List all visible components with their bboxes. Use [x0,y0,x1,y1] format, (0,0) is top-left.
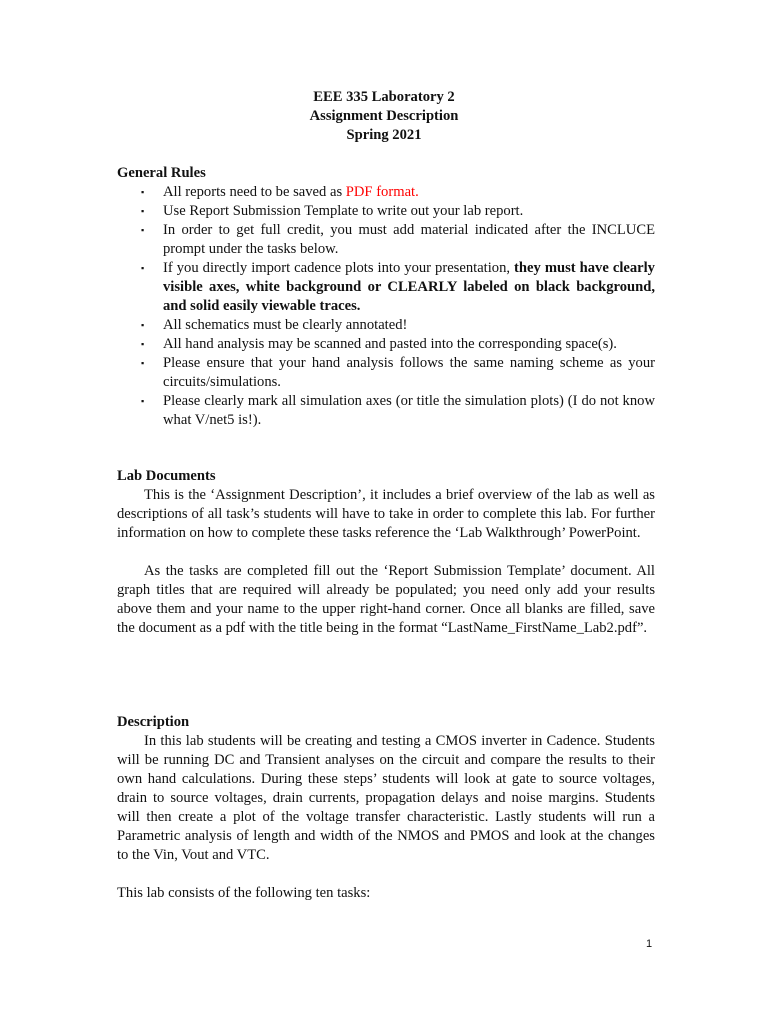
rules-list [117,183,655,430]
list-item [117,202,655,221]
bullet-icon: ▪ [141,225,145,235]
description-paragraph-2: This lab consists of the following ten tasks: [117,885,371,901]
lab-documents-heading: Lab Documents [117,468,216,484]
list-item [117,183,655,202]
rule-text: Please clearly mark all simulation axes (or title the simulation plots) (I do not know what V/net5 is!). [163,393,655,428]
title-block [0,88,768,145]
rule-text: Use Report Submission Template to write out your lab report. [163,203,524,219]
pdf-format-highlight: PDF format. [345,184,419,200]
rule-text: If you directly import cadence plots into your presentation, [163,260,515,276]
bullet-icon: ▪ [141,358,145,368]
bullet-icon: ▪ [141,263,145,273]
semester: Spring 2021 [346,127,422,143]
description-section [117,713,655,903]
rule-text: All hand analysis may be scanned and pasted into the corresponding space(s). [163,336,617,352]
lab-documents-paragraph-2: As the tasks are completed fill out the ‘Report Submission Template’ document. All graph titles that are required will already be populated; you need only add your results above them and your name to the upper right-hand corner. Once all blanks are filled, save the document as a pdf with the title being in the format “LastName_FirstName_Lab2.pdf”. [117,563,655,636]
rule-text: All reports need to be saved as [163,184,346,200]
list-item [117,221,655,259]
bullet-icon: ▪ [141,396,145,406]
list-item [117,335,655,354]
list-item [117,392,655,430]
rule-text: In order to get full credit, you must add material indicated after the INCLUCE prompt under the tasks below. [163,222,655,257]
general-rules-section [117,164,655,430]
lab-documents-paragraph-1: This is the ‘Assignment Description’, it includes a brief overview of the lab as well as descriptions of all task’s students will have to take in order to complete this lab. For further information on how to complete these tasks reference the ‘Lab Walkthrough’ PowerPoint. [117,487,655,541]
bullet-icon: ▪ [141,339,145,349]
list-item [117,259,655,316]
rule-text: All schematics must be clearly annotated! [163,317,408,333]
list-item [117,316,655,335]
bullet-icon: ▪ [141,206,145,216]
rule-emphasis: they must have clearly visible axes, white background or CLEARLY labeled on black background, and solid easily viewable traces. [163,260,655,314]
general-rules-heading: General Rules [117,165,206,181]
bullet-icon: ▪ [141,320,145,330]
list-item [117,354,655,392]
page-number: 1 [646,938,653,950]
bullet-icon: ▪ [141,187,145,197]
lab-documents-section [117,467,655,638]
description-heading: Description [117,714,190,730]
description-paragraph-1: In this lab students will be creating and testing a CMOS inverter in Cadence. Students will be running DC and Transient analyses on the circuit and compare the results to their own hand calculations. During these steps’ students will look at gate to source voltages, drain to source voltages, drain currents, propagation delays and noise margins. Students will then create a plot of the voltage transfer characteristic. Lastly students will run a Parametric analysis of length and width of the NMOS and PMOS and look at the changes to the Vin, Vout and VTC. [117,733,655,863]
document-title: Assignment Description [309,108,459,124]
course-title: EEE 335 Laboratory 2 [313,89,455,105]
rule-text: Please ensure that your hand analysis follows the same naming scheme as your circuits/simulations. [163,355,655,390]
